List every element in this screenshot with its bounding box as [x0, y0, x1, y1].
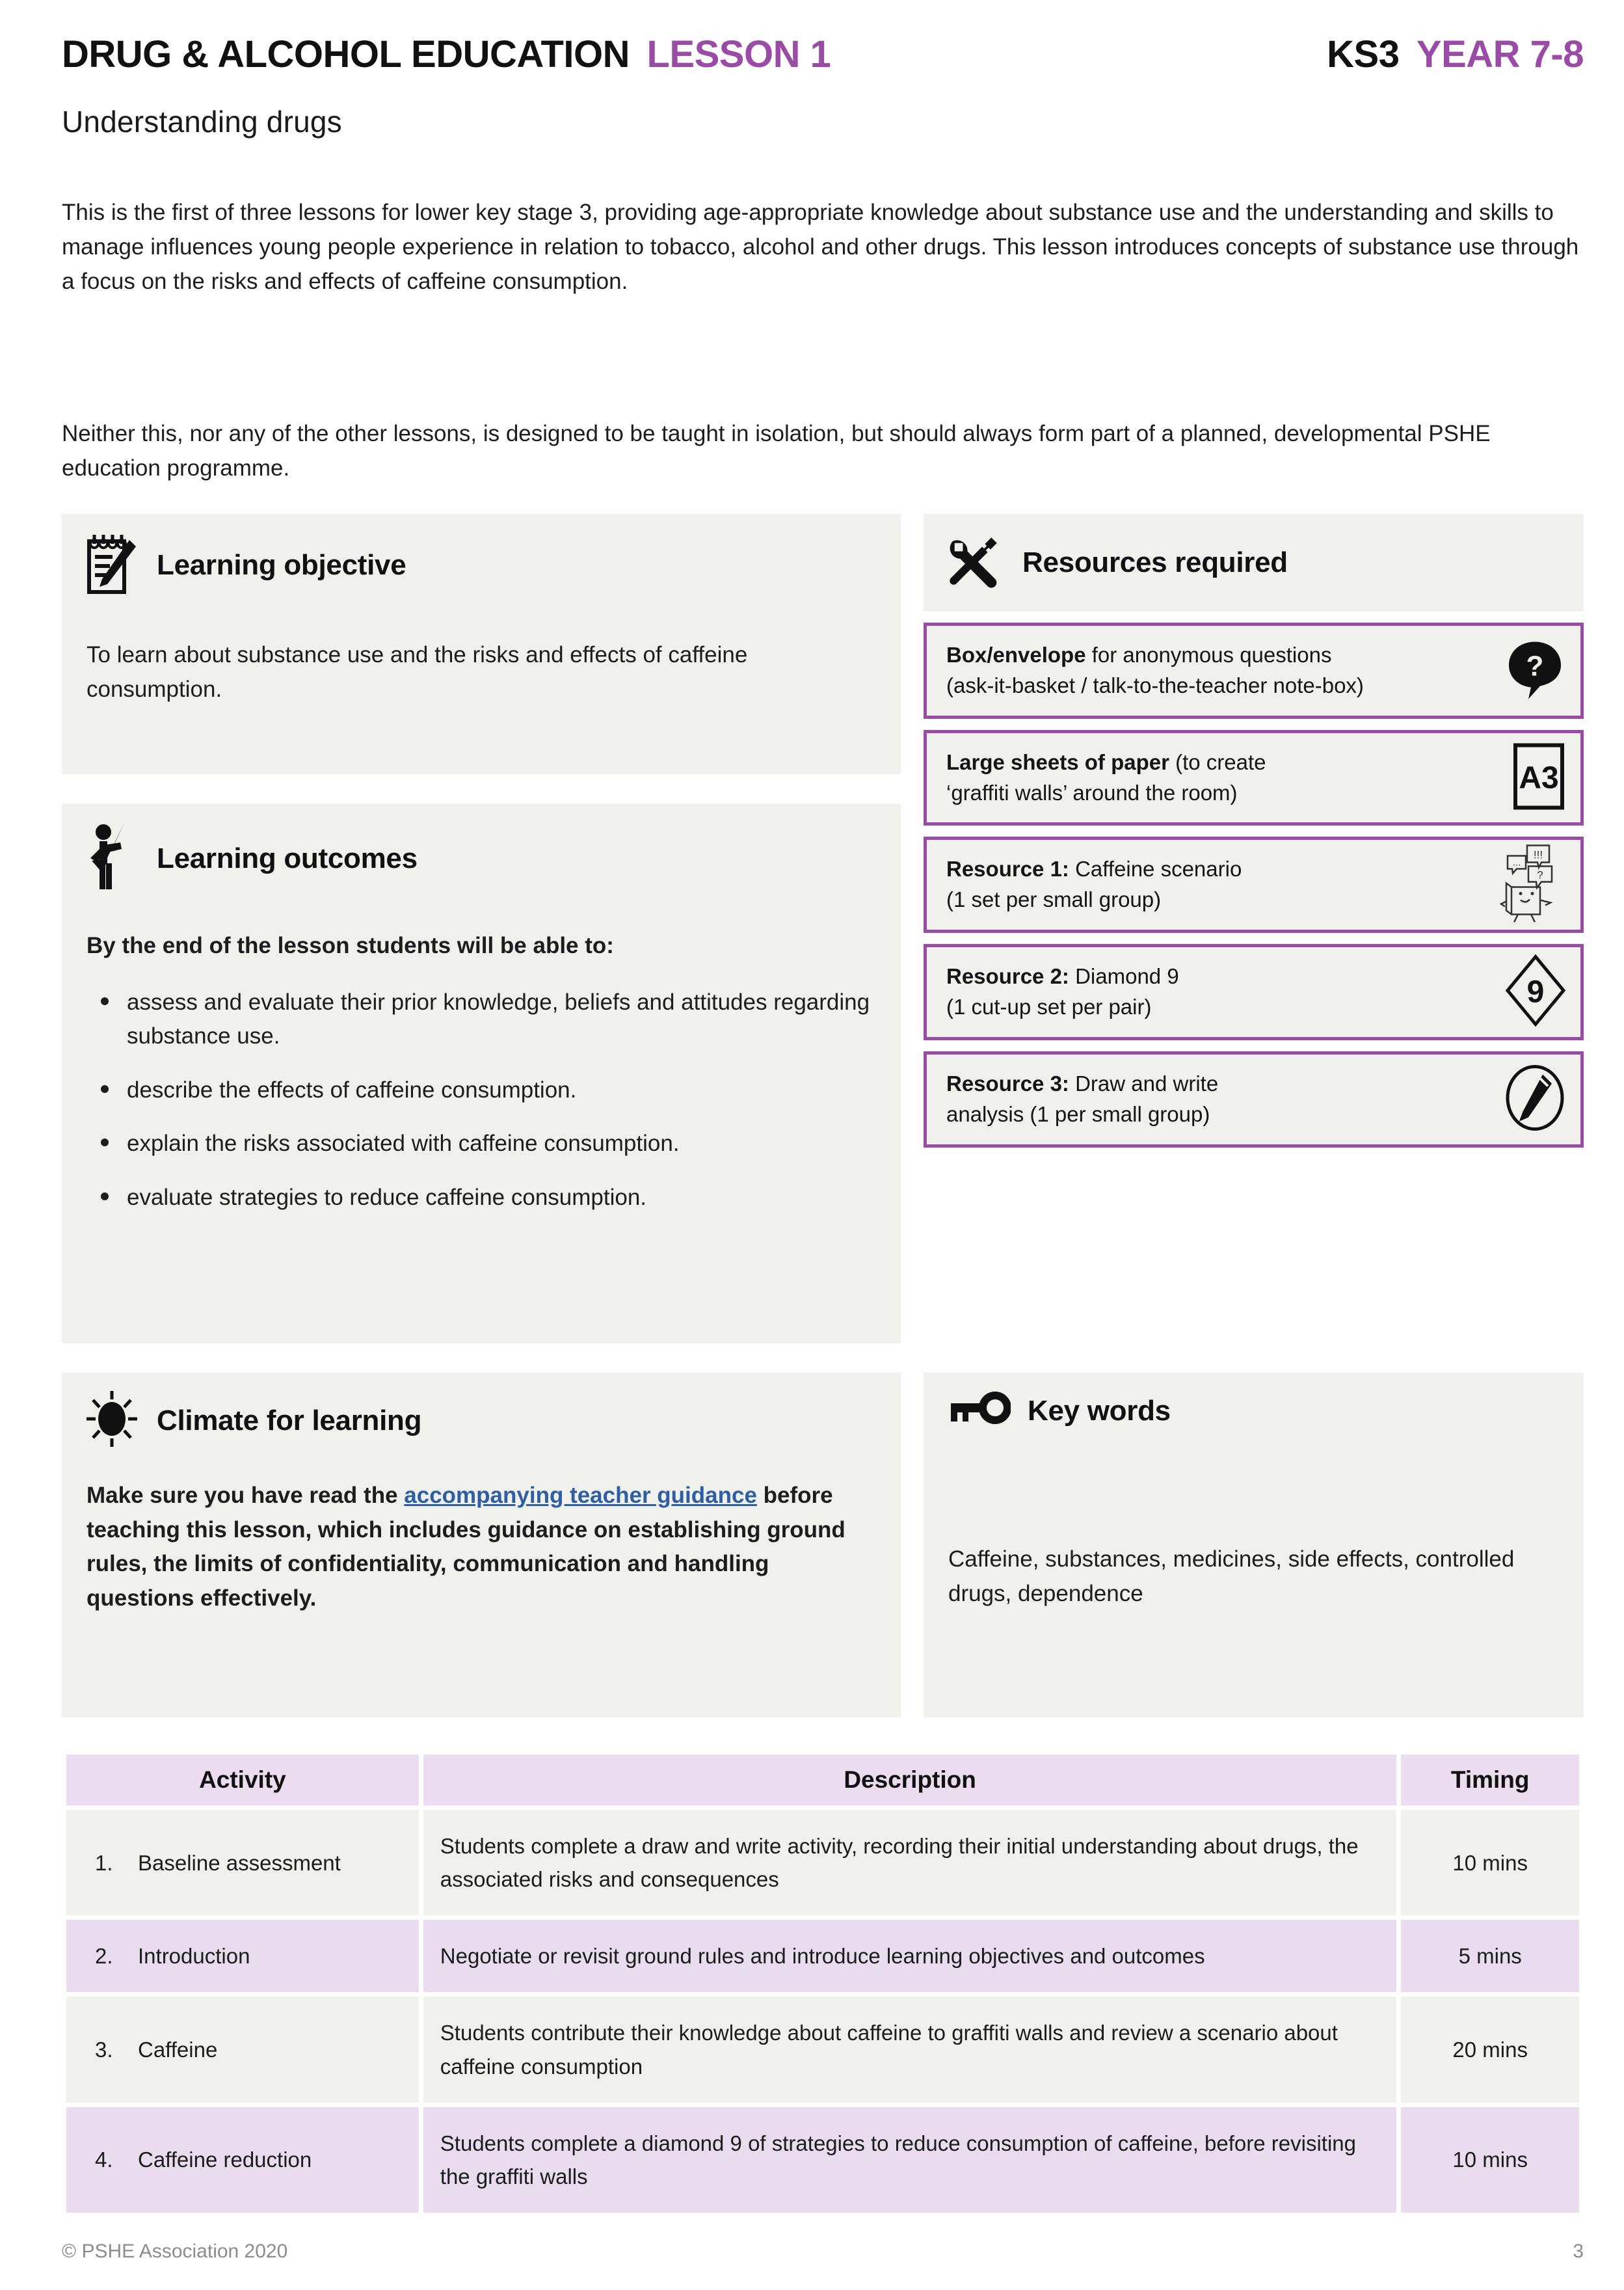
learning-outcomes-title: Learning outcomes — [157, 842, 418, 874]
header-stage-group — [1327, 33, 1584, 75]
resource-label: Resource 1: — [946, 857, 1069, 882]
cell-activity — [66, 1997, 419, 2102]
key-icon — [946, 1390, 1011, 1432]
learning-objective-title: Learning objective — [157, 548, 406, 581]
page-header — [62, 33, 1584, 83]
resource-label: Resource 3: — [946, 1071, 1069, 1096]
cell-activity — [66, 2107, 419, 2213]
climate-for-learning-text — [62, 1451, 901, 1634]
key-words-title: Key words — [1028, 1394, 1171, 1427]
column-header-timing: Timing — [1401, 1755, 1579, 1805]
year-group-label: YEAR 7-8 — [1416, 33, 1584, 75]
copyright-notice: © PSHE Association 2020 — [62, 2241, 288, 2262]
row-number: 1. — [95, 1850, 113, 1875]
resource-detail: Caffeine scenario — [1069, 857, 1242, 882]
cell-timing: 10 mins — [1401, 2107, 1579, 2213]
resource-label: Large sheets of paper — [946, 749, 1169, 774]
key-words-header — [924, 1373, 1584, 1432]
intro-paragraph-2: Neither this, nor any of the other lessons, is designed to be taught in isolation, but should always form part of a planned, developmental PSHE education programme. — [62, 421, 1491, 481]
lesson-number: LESSON 1 — [646, 33, 831, 75]
question-speech-bubble-icon — [1504, 638, 1566, 703]
row-number: 3. — [95, 2037, 113, 2062]
learning-objective-text: To learn about substance use and the risks and effects of caffeine consumption. — [87, 642, 748, 702]
row-number: 2. — [95, 1944, 113, 1969]
list-item: describe the effects of caffeine consumption. — [87, 1073, 876, 1108]
cell-description: Students complete a draw and write activity, recording their initial understanding about drugs, the associated risks and consequences — [423, 1810, 1397, 1915]
row-number: 4. — [95, 2148, 113, 2172]
resource-detail: Draw and write — [1069, 1071, 1219, 1096]
person-tick-icon — [84, 820, 140, 896]
svg-text:?: ? — [1526, 650, 1544, 682]
resources-required-header — [924, 514, 1584, 612]
resource-card-box-envelope — [924, 623, 1584, 719]
column-header-activity: Activity — [66, 1755, 419, 1805]
learning-outcomes-list — [87, 986, 876, 1215]
resource-detail: for anonymous questions — [1085, 643, 1332, 667]
cell-description: Students contribute their knowledge about caffeine to graffiti walls and review a scenario about caffeine consumption — [423, 1997, 1397, 2102]
resource-subdetail: ‘graffiti walls’ around the room) — [946, 780, 1238, 805]
learning-objective-panel — [62, 514, 901, 774]
resource-card-large-paper — [924, 730, 1584, 826]
activity-table — [62, 1750, 1584, 2217]
activity-name: Caffeine — [138, 2037, 218, 2062]
teacher-guidance-link[interactable]: accompanying teacher guidance — [404, 1483, 757, 1508]
resource-subdetail: analysis (1 per small group) — [946, 1101, 1210, 1126]
header-title-group — [62, 33, 831, 75]
resource-card-resource-1 — [924, 837, 1584, 933]
intro-paragraph-1: This is the first of three lessons for lower key stage 3, providing age-appropriate knowledge about substance use and the understanding and skills to manage influences young people experience in relation to tobacco, alcohol and other drugs. This lesson introduces concepts of substance use through a focus on the risks and effects of caffeine consumption. — [62, 200, 1579, 295]
table-row — [66, 2107, 1579, 2213]
resource-card-resource-2 — [924, 944, 1584, 1040]
climate-for-learning-header — [62, 1373, 901, 1451]
table-row — [66, 1920, 1579, 1992]
learning-outcomes-lead: By the end of the lesson students will be able to: — [87, 933, 614, 958]
crossed-tools-icon — [940, 529, 1005, 597]
learning-outcomes-header — [62, 803, 901, 896]
cell-activity — [66, 1810, 419, 1915]
key-words-text: Caffeine, substances, medicines, side effects, controlled drugs, dependence — [948, 1546, 1515, 1606]
table-row — [66, 1810, 1579, 1915]
resource-card-resource-3 — [924, 1051, 1584, 1148]
key-stage-label: KS3 — [1327, 33, 1400, 75]
resource-label: Resource 2: — [946, 964, 1069, 989]
notepad-pencil-icon — [84, 531, 140, 599]
page-number: 3 — [1573, 2241, 1584, 2262]
sun-icon — [84, 1390, 140, 1451]
resource-detail: Diamond 9 — [1069, 964, 1179, 989]
list-item: evaluate strategies to reduce caffeine consumption. — [87, 1181, 876, 1215]
speech-bubbles-character-icon — [1498, 844, 1566, 926]
climate-for-learning-panel — [62, 1373, 901, 1717]
cell-activity — [66, 1920, 419, 1992]
list-item: assess and evaluate their prior knowledge, beliefs and attitudes regarding substance use. — [87, 986, 876, 1054]
svg-text:...: ... — [1512, 857, 1521, 869]
resource-subdetail: (ask-it-basket / talk-to-the-teacher note-box) — [946, 673, 1364, 697]
svg-text:!!!: !!! — [1533, 848, 1543, 861]
resource-subdetail: (1 cut-up set per pair) — [946, 995, 1152, 1019]
table-header-row — [66, 1755, 1579, 1805]
cell-timing: 20 mins — [1401, 1997, 1579, 2102]
column-header-description: Description — [423, 1755, 1397, 1805]
page-footer — [62, 2241, 1584, 2263]
learning-outcomes-panel — [62, 803, 901, 1343]
activity-name: Caffeine reduction — [138, 2148, 312, 2172]
climate-for-learning-title: Climate for learning — [157, 1404, 422, 1436]
learning-objective-header — [62, 514, 901, 599]
climate-text-after-link: before teaching this lesson, which includes guidance on establishing ground rules, the limits of confidentiality, communication and handling questions effectively. — [87, 1483, 845, 1611]
svg-text:9: 9 — [1526, 975, 1545, 1010]
resources-required-title: Resources required — [1022, 546, 1288, 578]
diamond-nine-icon — [1505, 954, 1566, 1030]
page-title: Understanding drugs — [62, 105, 342, 139]
svg-text:A3: A3 — [1519, 761, 1559, 796]
a3-paper-icon — [1511, 742, 1566, 813]
activity-name: Baseline assessment — [138, 1850, 341, 1875]
cell-description: Students complete a diamond 9 of strategies to reduce consumption of caffeine, before revisiting the graffiti walls — [423, 2107, 1397, 2213]
activity-name: Introduction — [138, 1944, 250, 1969]
list-item: explain the risks associated with caffeine consumption. — [87, 1127, 876, 1161]
resource-label: Box/envelope — [946, 643, 1086, 667]
resource-subdetail: (1 set per small group) — [946, 887, 1162, 912]
cell-description: Negotiate or revisit ground rules and introduce learning objectives and outcomes — [423, 1920, 1397, 1992]
resources-required-panel — [924, 514, 1584, 1148]
table-row — [66, 1997, 1579, 2102]
resource-detail: (to create — [1169, 749, 1266, 774]
pencil-circle-icon — [1504, 1064, 1566, 1135]
course-title: DRUG & ALCOHOL EDUCATION — [62, 33, 630, 75]
key-words-panel — [924, 1373, 1584, 1717]
cell-timing: 5 mins — [1401, 1920, 1579, 1992]
climate-text-before-link: Make sure you have read the — [87, 1483, 405, 1508]
svg-text:?: ? — [1537, 869, 1543, 882]
cell-timing: 10 mins — [1401, 1810, 1579, 1915]
